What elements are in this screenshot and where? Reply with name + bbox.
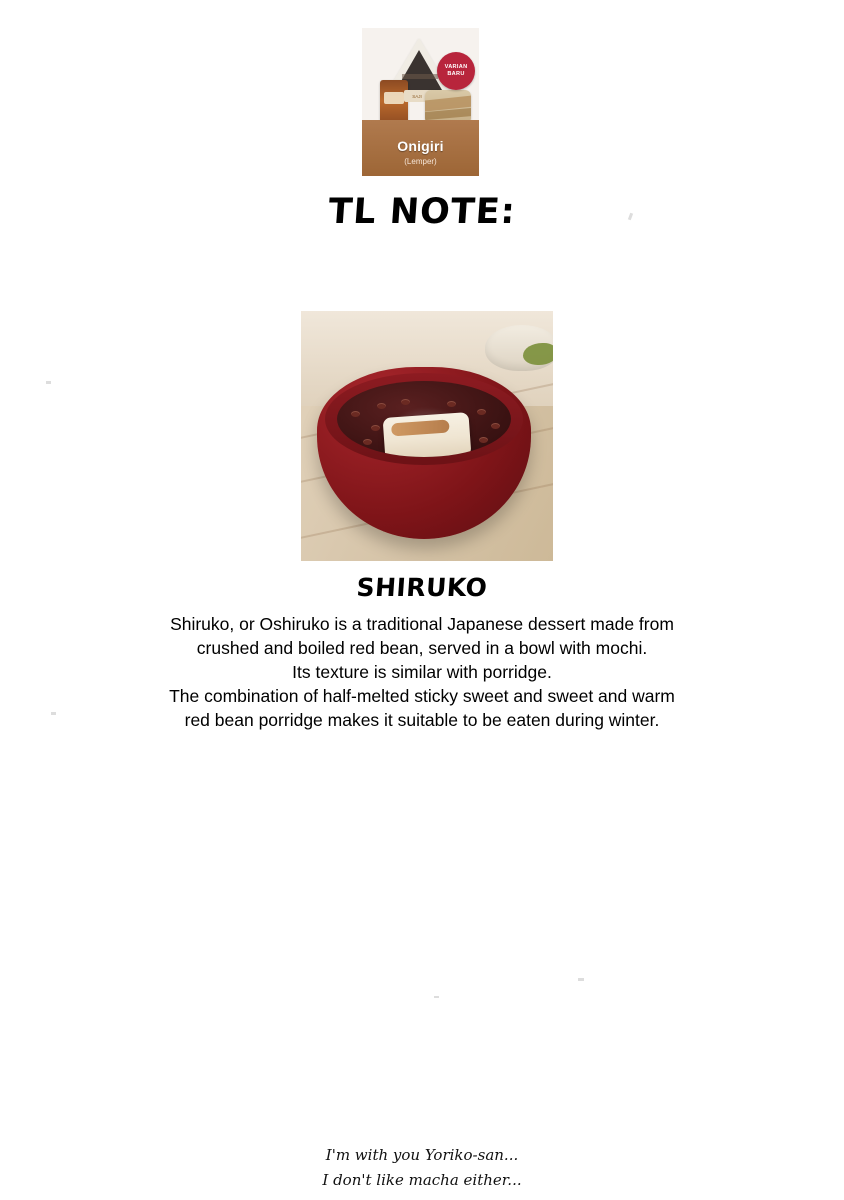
brand-mark: SAJI bbox=[404, 90, 430, 102]
page-title: TL NOTE: bbox=[327, 192, 517, 232]
dish-description bbox=[80, 612, 764, 732]
new-variant-badge: VARIAN BARU bbox=[437, 52, 475, 90]
product-subtitle: (Lemper) bbox=[404, 157, 437, 166]
description-line: The combination of half-melted sticky sweet and sweet and warm bbox=[169, 686, 675, 706]
product-name: Onigiri bbox=[397, 138, 444, 154]
scan-speck bbox=[578, 978, 584, 981]
nori-stripe-shape bbox=[402, 74, 438, 79]
lemper-roll-photo bbox=[425, 90, 471, 124]
dish-name-title: SHIRUKO bbox=[355, 573, 489, 602]
shiruko-bowl-photo bbox=[301, 311, 553, 561]
description-line: red bean porridge makes it suitable to be eaten during winter. bbox=[184, 710, 660, 730]
scan-speck bbox=[51, 712, 56, 715]
red-bean-soup bbox=[337, 381, 511, 457]
dialogue-text bbox=[0, 1143, 844, 1193]
mochi-char-mark bbox=[391, 419, 450, 436]
scan-speck bbox=[46, 381, 51, 384]
onigiri-package-image bbox=[362, 28, 479, 176]
description-line: Its texture is similar with porridge. bbox=[292, 662, 552, 682]
dialogue-line: I'm with you Yoriko-san... bbox=[325, 1146, 519, 1164]
description-line: crushed and boiled red bean, served in a bowl with mochi. bbox=[196, 638, 648, 658]
green-leaf-garnish bbox=[523, 343, 553, 365]
description-line: Shiruko, or Oshiruko is a traditional Japanese dessert made from bbox=[170, 614, 674, 634]
grilled-mochi bbox=[383, 412, 472, 457]
side-dish-bowl bbox=[485, 325, 553, 371]
scan-speck bbox=[434, 996, 439, 998]
dialogue-line: I don't like macha either... bbox=[322, 1171, 522, 1189]
